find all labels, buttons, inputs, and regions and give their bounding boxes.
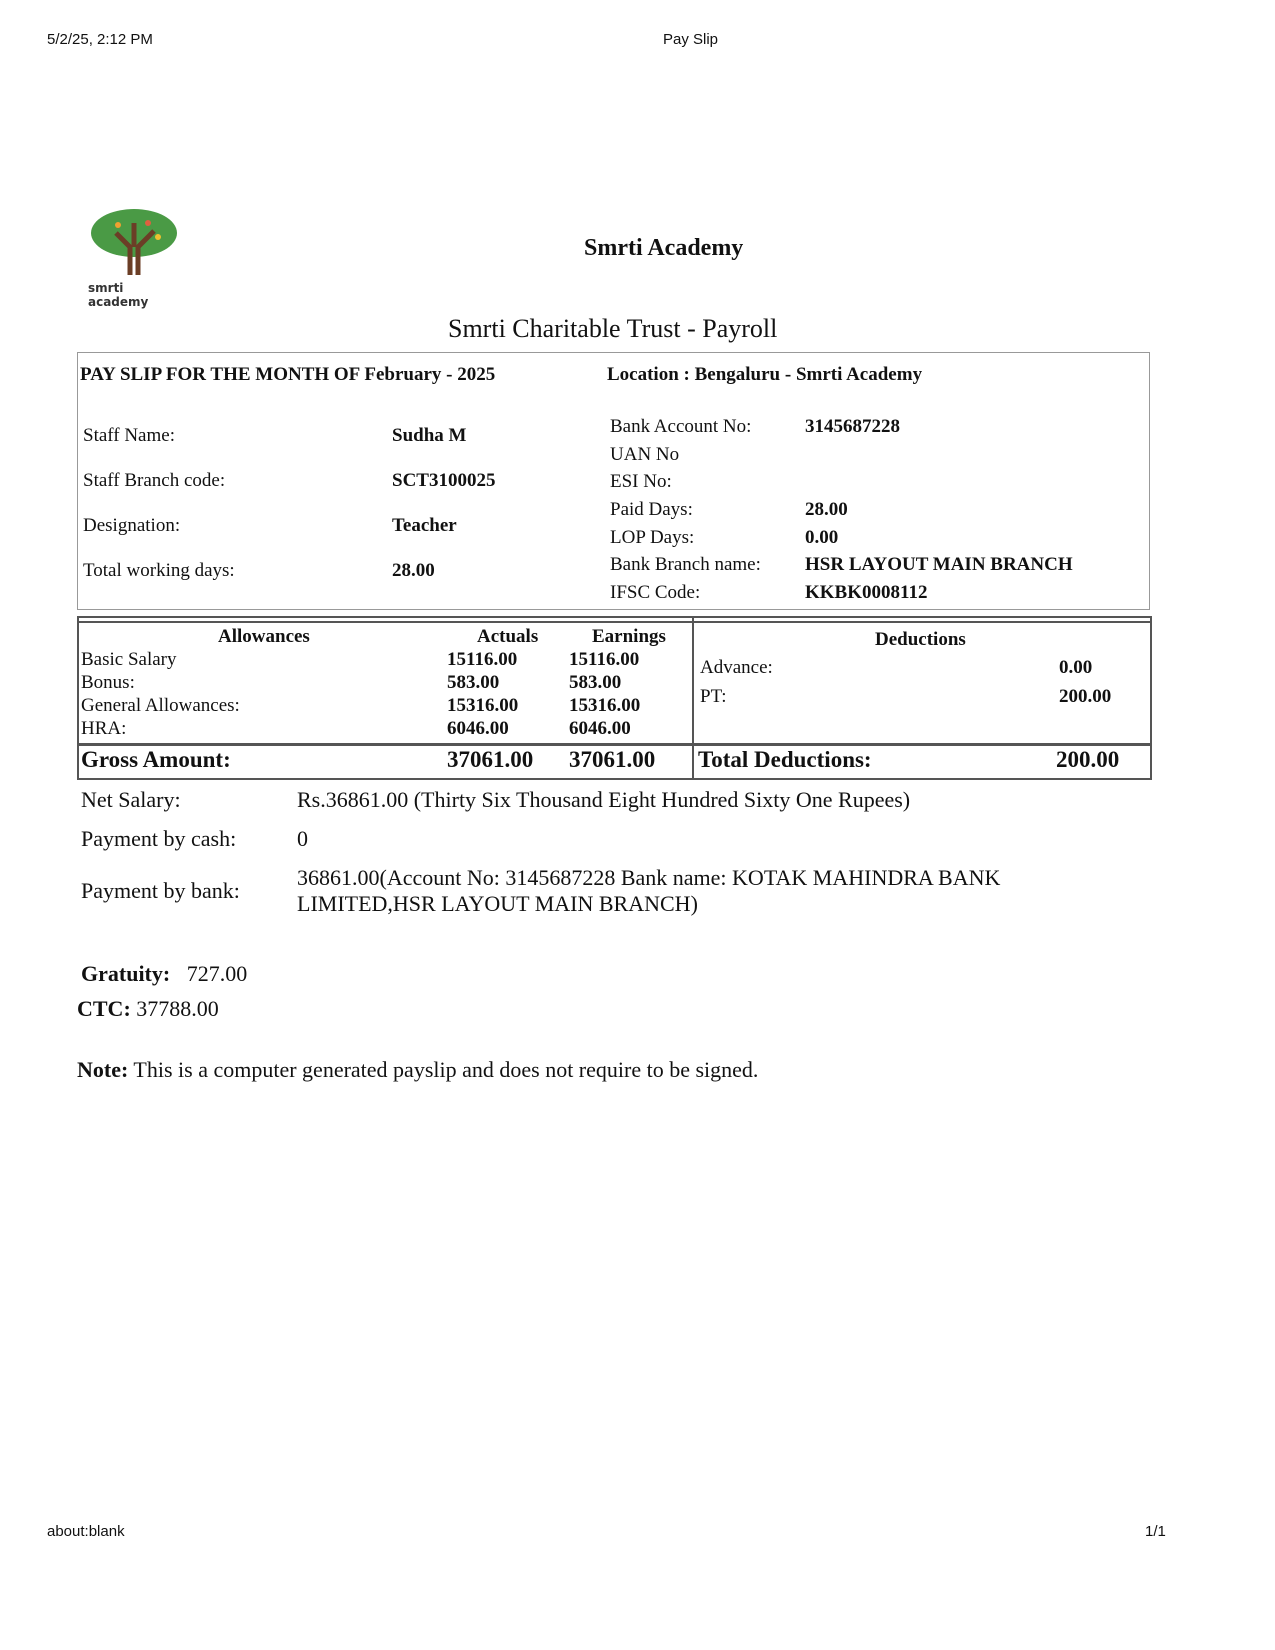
staff-label: Designation:	[83, 515, 181, 536]
allowance-earning: 15316.00	[569, 695, 641, 716]
net-salary-value: Rs.36861.00 (Thirty Six Thousand Eight Hundred Sixty One Rupees)	[297, 787, 911, 812]
bank-label: LOP Days:	[610, 527, 695, 548]
allowance-name: Bonus:	[81, 672, 135, 693]
earnings-header: Earnings	[592, 626, 666, 647]
deduction-name: PT:	[700, 686, 727, 707]
allowance-name: HRA:	[81, 718, 127, 739]
staff-value: Sudha M	[392, 425, 467, 446]
cash-value: 0	[297, 826, 308, 851]
location: Location : Bengaluru - Smrti Academy	[607, 364, 923, 385]
bank-value: KKBK0008112	[805, 582, 928, 603]
print-url: about:blank	[47, 1523, 125, 1540]
ctc	[77, 996, 219, 1022]
bank-label: ESI No:	[610, 471, 672, 492]
total-deductions-value: 200.00	[1056, 747, 1120, 772]
cash-label: Payment by cash:	[81, 826, 237, 851]
bank-value: 3145687228	[805, 416, 900, 437]
print-title: Pay Slip	[663, 31, 719, 48]
total-deductions-label: Total Deductions:	[698, 747, 872, 772]
bank-label: Paid Days:	[610, 499, 693, 520]
deduction-name: Advance:	[700, 657, 773, 678]
deduction-value: 0.00	[1059, 657, 1093, 678]
net-salary-label: Net Salary:	[81, 787, 181, 812]
allowance-actual: 15116.00	[447, 649, 518, 670]
gross-earning: 37061.00	[569, 747, 656, 772]
staff-label: Staff Branch code:	[83, 470, 226, 491]
deduction-value: 200.00	[1059, 686, 1112, 707]
bank-value: 0.00	[805, 527, 839, 548]
note-label: Note:	[77, 1057, 129, 1082]
allowance-name: General Allowances:	[81, 695, 240, 716]
bank-payment-label: Payment by bank:	[81, 878, 240, 903]
deductions-header: Deductions	[875, 629, 966, 650]
bank-label: IFSC Code:	[610, 582, 701, 603]
staff-label: Total working days:	[83, 560, 235, 581]
actuals-header: Actuals	[477, 626, 539, 647]
allowance-name: Basic Salary	[81, 649, 177, 670]
bank-value: HSR LAYOUT MAIN BRANCH	[805, 554, 1073, 575]
bank-value: 28.00	[805, 499, 848, 520]
gratuity	[81, 961, 247, 987]
note-text: This is a computer generated payslip and does not require to be signed.	[133, 1057, 759, 1082]
bank-payment-value: 36861.00(Account No: 3145687228 Bank name: KOTAK MAHINDRA BANK LIMITED,HSR LAYOUT MAIN BRANCH)	[297, 865, 1001, 916]
allowance-actual: 583.00	[447, 672, 500, 693]
note	[77, 1057, 758, 1083]
logo-text: smrti academy	[88, 281, 149, 309]
allowance-earning: 6046.00	[569, 718, 631, 739]
tree-icon	[88, 205, 180, 280]
allowance-earning: 583.00	[569, 672, 622, 693]
allowance-actual: 15316.00	[447, 695, 519, 716]
allowance-actual: 6046.00	[447, 718, 509, 739]
org-subtitle: Smrti Charitable Trust - Payroll	[448, 314, 778, 343]
bank-label: UAN No	[610, 444, 680, 465]
gross-actual: 37061.00	[447, 747, 534, 772]
gratuity-label: Gratuity:	[81, 961, 171, 986]
gratuity-value: 727.00	[186, 961, 248, 986]
bank-label: Bank Branch name:	[610, 554, 761, 575]
allowance-earning: 15116.00	[569, 649, 640, 670]
logo	[88, 205, 180, 309]
ctc-label: CTC:	[77, 996, 131, 1021]
print-page: 1/1	[1145, 1523, 1166, 1540]
staff-label: Staff Name:	[83, 425, 175, 446]
bank-label: Bank Account No:	[610, 416, 752, 437]
ctc-value: 37788.00	[136, 996, 219, 1021]
staff-value: 28.00	[392, 560, 435, 581]
staff-value: Teacher	[392, 515, 457, 536]
print-datetime: 5/2/25, 2:12 PM	[47, 31, 153, 48]
slip-month-title: PAY SLIP FOR THE MONTH OF February - 2025	[80, 364, 496, 385]
gross-label: Gross Amount:	[81, 747, 231, 772]
org-name: Smrti Academy	[584, 235, 744, 261]
allowances-header: Allowances	[218, 626, 310, 647]
staff-value: SCT3100025	[392, 470, 496, 491]
